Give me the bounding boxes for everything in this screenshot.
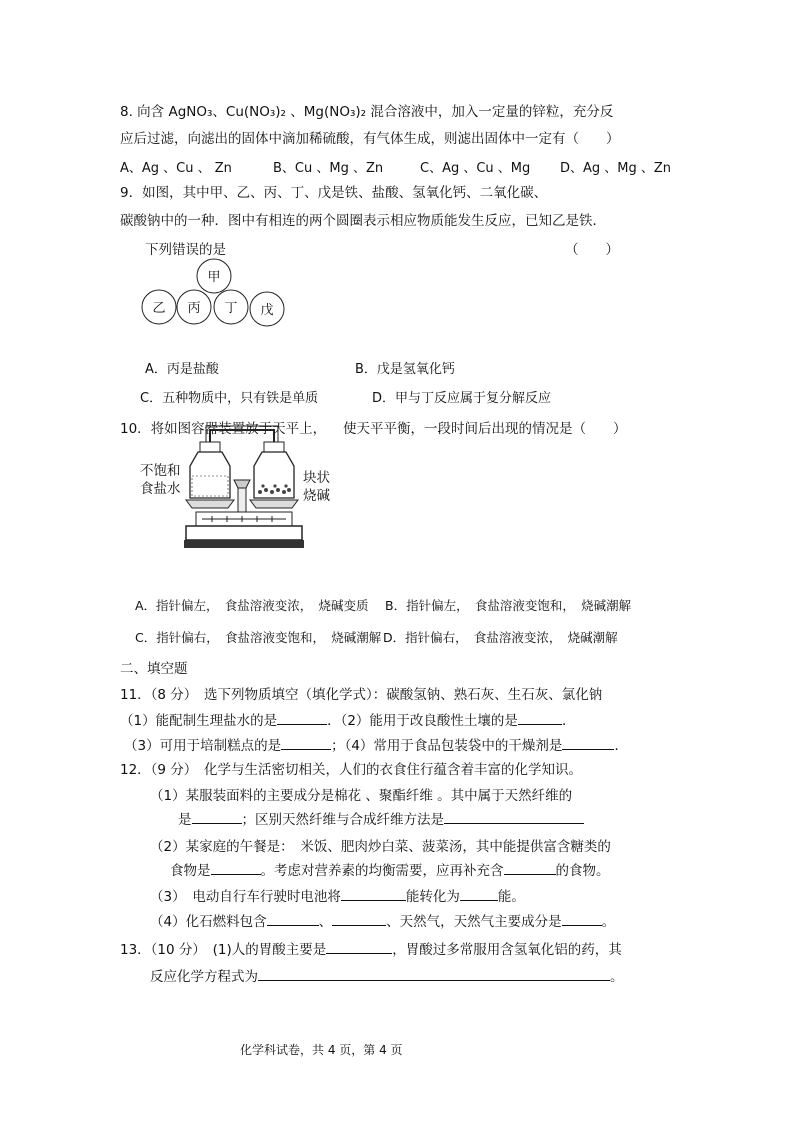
q11-blank-2[interactable]: [518, 711, 562, 725]
q10-option-a: A．指针偏左， 食盐溶液变浓， 烧碱变质: [135, 598, 369, 613]
q12-line-5-text-b: 。考虑对营养素的均衡需要，应再补充含: [260, 863, 504, 879]
q12-line-5-text-a: 食物是: [170, 863, 211, 879]
q12-line-3-text-b: ；区别天然纤维与合成纤维方法是: [241, 812, 444, 828]
q9-option-b: B．戊是氢氧化钙: [355, 362, 455, 377]
page-footer: 化学科试卷，共 4 页，第 4 页: [240, 1043, 403, 1057]
q12-blank-6[interactable]: [460, 887, 498, 901]
q10-right-label-1: 块状: [303, 470, 330, 486]
q12-line-7-text-c: 、天然气，天然气主要成分是: [386, 914, 562, 930]
q11-blank-3[interactable]: [281, 736, 331, 750]
q11-blank-4[interactable]: [562, 736, 614, 750]
q13-line-1: [120, 940, 622, 959]
q10-option-c: C．指针偏右， 食盐溶液变饱和， 烧碱潮解: [135, 630, 382, 645]
q9-option-c: C．五种物质中，只有铁是单质: [140, 391, 319, 406]
q10-left-label-2: 食盐水: [140, 481, 181, 497]
q10-balance-diagram: [182, 418, 317, 553]
q12-blank-2[interactable]: [444, 810, 584, 824]
q8-line-2: 应后过滤，向滤出的固体中滴加稀硫酸，有气体生成，则滤出固体中一定有（ ）: [120, 131, 620, 147]
q11-line-2: （1）能配制生理盐水的是 ．（2）能用于改良酸性土壤的是 ．: [120, 713, 576, 729]
q13-line-2-text-b: 。: [610, 969, 624, 985]
q13-line-2-text-a: 反应化学方程式为: [150, 969, 258, 985]
circle-label-yi: 乙: [152, 301, 166, 316]
q13-line-1-text-a: 13．（10 分） (1)人的胃酸主要是: [120, 942, 327, 958]
q12-blank-4[interactable]: [504, 861, 556, 875]
circle-label-bing: 丙: [187, 301, 201, 316]
q10-option-b: B．指针偏左， 食盐溶液变饱和， 烧碱潮解: [385, 598, 632, 613]
q12-blank-3[interactable]: [211, 861, 261, 875]
q12-line-6-text-b: 能转化为: [405, 889, 460, 905]
q12-blank-8[interactable]: [332, 912, 386, 926]
q12-blank-9[interactable]: [562, 912, 602, 926]
q12-line-6-text-c: 能。: [497, 889, 525, 905]
circle-label-wu: 戊: [260, 303, 274, 318]
q10-right-label-2: 烧碱: [303, 488, 330, 504]
q10-left-label-1: 不饱和: [140, 463, 181, 479]
q8-option-b: B、Cu 、Mg 、Zn: [273, 161, 384, 176]
q12-line-5-text-c: 的食物。: [555, 863, 610, 879]
circle-label-ding: 丁: [224, 301, 238, 316]
q12-line-7-text-d: 。: [601, 914, 616, 930]
q12-line-2: （1）某服装面料的主要成分是棉花 、聚酯纤维 。其中属于天然纤维的: [150, 788, 573, 804]
q11-line-1: 11．（8 分） 选下列物质填空（填化学式）：碳酸氢钠、熟石灰、生石灰、氯化钠: [120, 687, 603, 703]
q12-line-6: [150, 887, 525, 906]
section-title: 二、填空题: [120, 661, 188, 677]
q9-circle-diagram: [138, 258, 290, 330]
q9-option-a: A．丙是盐酸: [145, 362, 219, 377]
q11-part-1-text: （1）能配制生理盐水的是: [120, 713, 278, 729]
q12-line-7-text-b: 、: [318, 914, 333, 930]
q9-line-1: 9．如图，其中甲、乙、丙、丁、戊是铁、盐酸、氢氧化钙、二氧化碳、: [120, 185, 548, 201]
q12-line-7-text-a: （4）化石燃料包含: [150, 914, 267, 930]
q13-blank-1[interactable]: [326, 940, 392, 954]
q12-line-6-text-a: （3） 电动自行车行驶时电池将: [150, 889, 341, 905]
q8-option-c: C、Ag 、Cu 、Mg: [420, 161, 531, 176]
q11-part-2-text: ．（2）能用于改良酸性土壤的是: [327, 713, 518, 729]
q12-line-7: [150, 912, 615, 931]
q11-part-4-text: ；（4）常用于食品包装袋中的干燥剂是: [331, 738, 563, 754]
q12-line-3: [178, 810, 584, 829]
q9-line-2: 碳酸钠中的一种．图中有相连的两个圆圈表示相应物质能发生反应，已知乙是铁．: [120, 213, 606, 229]
q12-line-1: 12．（9 分） 化学与生活密切相关，人们的衣食住行蕴含着丰富的化学知识。: [120, 762, 583, 778]
q11-line-3: （3）可用于培制糕点的是 ；（4）常用于食品包装袋中的干燥剂是 ．: [124, 738, 628, 754]
circle-label-jia: 甲: [207, 270, 221, 285]
q10-line-1-end: 使天平平衡，一段时间后出现的情况是（ ）: [343, 421, 627, 437]
q13-line-1-text-b: ，胃酸过多常服用含氢氧化铝的药，其: [392, 942, 622, 958]
q12-blank-1[interactable]: [192, 810, 242, 824]
q11-blank-1[interactable]: [277, 711, 327, 725]
q8-option-a: A、Ag 、Cu 、 Zn: [120, 161, 232, 176]
q11-part-3-text: （3）可用于培制糕点的是: [124, 738, 282, 754]
q8-line-1: 8. 向含 AgNO₃、Cu(NO₃)₂ 、Mg(NO₃)₂ 混合溶液中，加入一定量的锌粒，充分反: [120, 104, 614, 120]
q9-answer-bracket: （ ）: [565, 242, 619, 258]
q13-blank-2[interactable]: [258, 967, 610, 981]
q13-line-2: [150, 967, 624, 986]
q12-line-4: （2）某家庭的午餐是： 米饭、肥肉炒白菜、菠菜汤，其中能提供富含糖类的: [150, 839, 611, 855]
q12-line-5: [170, 861, 610, 880]
q12-line-3-text-a: 是: [178, 812, 192, 828]
q10-line-1-start: 10．将如图容器装置放于天平上，: [120, 421, 327, 437]
q8-option-d: D、Ag 、Mg 、Zn: [560, 161, 672, 176]
q9-option-d: D．甲与丁反应属于复分解反应: [372, 391, 552, 406]
q10-option-d: D．指针偏右， 食盐溶液变浓， 烧碱潮解: [383, 630, 618, 645]
q9-line-3: 下列错误的是: [145, 242, 226, 258]
q12-blank-7[interactable]: [267, 912, 319, 926]
q12-blank-5[interactable]: [341, 887, 406, 901]
